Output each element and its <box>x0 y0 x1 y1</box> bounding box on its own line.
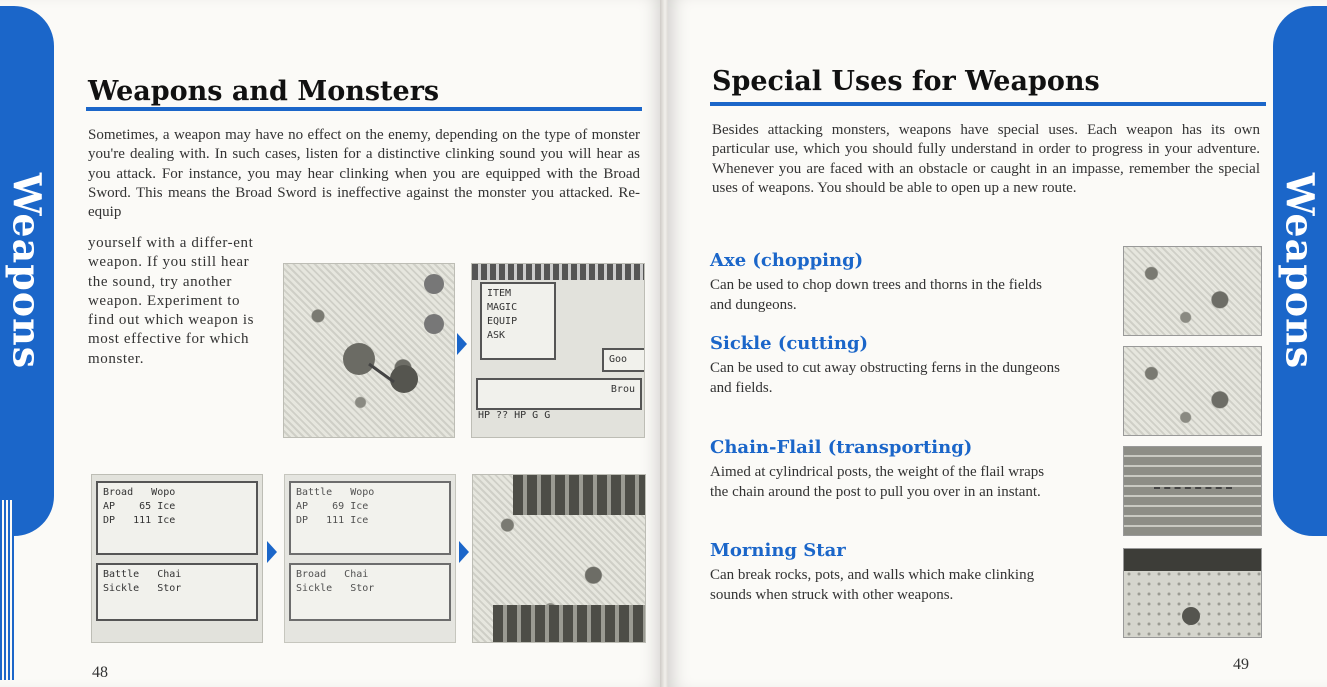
equip2-list-d: Stor <box>350 583 375 594</box>
equip2-ap-value: 69 <box>332 501 345 512</box>
menu-item-item: ITEM <box>487 288 512 299</box>
screenshot-equip-1 <box>91 474 263 643</box>
equip-list-box-1 <box>96 563 258 621</box>
left-narrow-paragraph: yourself with a differ-ent weapon. If you still hear the sound, try another weapon. Experiment to find out which weapon is most effective for which monster. <box>88 235 255 367</box>
equip2-dp-value: 111 <box>326 515 345 526</box>
page-number-left: 48 <box>92 664 108 681</box>
equip1-list-b: Chai <box>157 569 182 580</box>
morning-star-text: Can break rocks, pots, and walls which make clinking sounds when struck with other weapons. <box>710 567 1035 603</box>
sickle-heading: Sickle (cutting) <box>710 333 869 354</box>
equip2-armor: Wopo <box>350 487 375 498</box>
equip1-ap-item: Ice <box>157 501 176 512</box>
left-tab-label: Weapons <box>4 172 50 370</box>
morning-star-heading: Morning Star <box>710 540 846 561</box>
sickle-text: Can be used to cut away obstructing ferns in the dungeons and fields. <box>710 360 1060 396</box>
screenshot-field-battle <box>472 474 646 643</box>
chain-line <box>1154 487 1232 489</box>
equip1-weapon: Broad <box>103 487 134 498</box>
axe-screenshot <box>1123 246 1262 336</box>
command-menu <box>480 282 556 360</box>
equip1-dp-item: Ice <box>157 515 176 526</box>
side-box <box>602 348 645 372</box>
side-box-text: Goo <box>609 354 628 365</box>
weapon-box <box>476 378 642 410</box>
equip1-dp-value: 111 <box>133 515 152 526</box>
equip1-ap-label: AP <box>103 501 116 512</box>
left-section-tab <box>0 6 54 536</box>
menu-item-equip: EQUIP <box>487 316 518 327</box>
menu-item-ask: ASK <box>487 330 506 341</box>
equip2-weapon: Battle <box>296 487 333 498</box>
right-section-tab <box>1273 6 1327 536</box>
chain-flail-text: Aimed at cylindrical posts, the weight of the flail wraps the chain around the post to pull you over in an instant. <box>710 464 1045 500</box>
arrow-right-icon <box>457 333 467 355</box>
arrow-right-icon <box>267 541 277 563</box>
equip1-list-d: Stor <box>157 583 182 594</box>
equip-list-box-2 <box>289 563 451 621</box>
equip2-list-b: Chai <box>344 569 369 580</box>
equip1-armor: Wopo <box>151 487 176 498</box>
screenshot-field-clink <box>283 263 455 438</box>
screenshot-menu <box>471 263 645 438</box>
menu-item-magic: MAGIC <box>487 302 518 313</box>
axe-heading: Axe (chopping) <box>710 250 864 271</box>
hero-sprite-icon <box>284 264 454 437</box>
equip-stats-box-1 <box>96 481 258 555</box>
equip1-list-c: Sickle <box>103 583 140 594</box>
right-intro-paragraph: Besides attacking monsters, weapons have special uses. Each weapon has its own particular use, which you should fully understand in order to progress in your adventure. Whenever you are faced with an obstacle or caught in an impasse, remember the special uses of weapons. You should be able to open up a new route. <box>712 122 1260 196</box>
morning-star-screenshot <box>1123 548 1262 638</box>
equip2-ap-item: Ice <box>350 501 369 512</box>
equip1-dp-label: DP <box>103 515 116 526</box>
right-heading-rule <box>710 102 1266 106</box>
right-tab-label: Weapons <box>1277 172 1323 370</box>
screenshot-equip-2 <box>284 474 456 643</box>
equip-stats-box-2 <box>289 481 451 555</box>
page-edge-lines <box>0 500 14 680</box>
tree-row <box>513 475 645 515</box>
left-heading-rule <box>86 107 642 111</box>
chain-flail-screenshot <box>1123 446 1262 536</box>
left-page-heading: Weapons and Monsters <box>88 76 440 107</box>
equip2-list-c: Sickle <box>296 583 333 594</box>
arrow-right-icon <box>459 541 469 563</box>
equip1-ap-value: 65 <box>139 501 152 512</box>
equip1-list-a: Battle <box>103 569 140 580</box>
sickle-screenshot <box>1123 346 1262 436</box>
right-page <box>668 0 1327 687</box>
morning-star-ball-icon <box>1182 607 1200 625</box>
equip2-dp-item: Ice <box>350 515 369 526</box>
equip2-ap-label: AP <box>296 501 309 512</box>
wall-pattern <box>472 264 644 280</box>
chain-flail-heading: Chain-Flail (transporting) <box>710 437 973 458</box>
equip2-dp-label: DP <box>296 515 309 526</box>
right-page-heading: Special Uses for Weapons <box>712 66 1100 97</box>
weapon-box-text: Brou <box>610 384 635 395</box>
status-bar: HP ?? HP G G <box>478 410 551 421</box>
tree-row <box>493 605 645 642</box>
left-intro-paragraph: Sometimes, a weapon may have no effect on the enemy, depending on the type of monster you're dealing with. In such cases, listen for a distinctive clinking sound you will hear as you attack. For instance, you may hear clinking when you are equipped with the Broad Sword. This means the Broad Sword is ineffective against the monster you attacked. Re-equip <box>88 127 640 221</box>
axe-text: Can be used to chop down trees and thorns in the fields and dungeons. <box>710 277 1043 313</box>
page-number-right: 49 <box>1233 656 1249 673</box>
left-page <box>0 0 662 687</box>
rock-wall <box>1124 549 1261 571</box>
equip2-list-a: Broad <box>296 569 327 580</box>
